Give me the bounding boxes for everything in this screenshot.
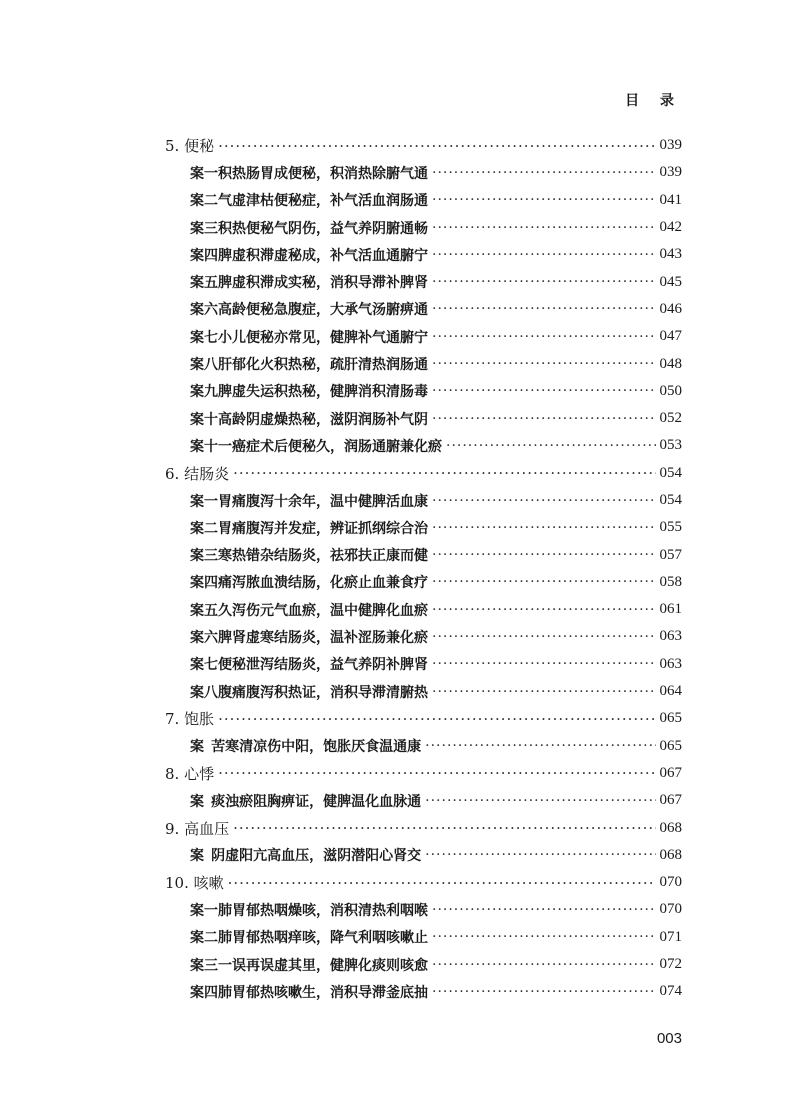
toc-case-entry[interactable]: [165, 514, 682, 541]
entry-page-number: 068: [659, 819, 682, 836]
entry-title: 苦寒清凉伤中阳，饱胀厌食温通康: [211, 739, 422, 756]
entry-page-number: 071: [659, 928, 682, 945]
dot-leader: [432, 602, 656, 618]
dot-leader: [432, 493, 656, 509]
entry-page-number: 074: [659, 983, 682, 1000]
toc-case-entry[interactable]: [165, 241, 682, 268]
dot-leader: [432, 957, 656, 973]
case-label: 案五: [190, 275, 218, 292]
toc-case-entry[interactable]: [165, 187, 682, 214]
toc-case-entry[interactable]: [165, 432, 682, 459]
dot-leader: [233, 819, 655, 837]
dot-leader: [432, 274, 656, 290]
entry-page-number: 067: [659, 764, 682, 781]
case-label: 案一: [190, 493, 218, 510]
toc-case-entry[interactable]: [165, 733, 682, 760]
entry-title: 脾肾虚寒结肠炎，温补涩肠兼化瘀: [218, 629, 428, 646]
entry-title: 肝郁化火积热秘，疏肝清热润肠通: [218, 357, 428, 374]
case-label: 案一: [190, 902, 218, 919]
dot-leader: [432, 629, 656, 645]
toc-case-entry[interactable]: [165, 924, 682, 951]
toc-case-entry[interactable]: [165, 159, 682, 186]
entry-page-number: 054: [659, 464, 682, 481]
case-label: 案七: [190, 657, 218, 674]
case-label: 案八: [190, 357, 218, 374]
case-label: 案五: [190, 602, 218, 619]
case-label: 案: [190, 793, 204, 810]
case-label: 案四: [190, 984, 218, 1001]
case-label: 案六: [190, 629, 218, 646]
case-label: 案三: [190, 220, 218, 237]
dot-leader: [425, 738, 655, 754]
running-header: 目 录: [625, 93, 682, 109]
dot-leader: [432, 247, 656, 263]
dot-leader: [432, 902, 656, 918]
entry-page-number: 061: [659, 601, 682, 618]
dot-leader: [432, 520, 656, 536]
dot-leader: [432, 192, 656, 208]
case-label: 案三: [190, 548, 218, 565]
entry-title: 9. 高血压: [165, 819, 230, 838]
entry-title: 肺胃郁热咳嗽生，消积导滞釜底抽: [218, 984, 428, 1001]
entry-page-number: 070: [659, 901, 682, 918]
entry-page-number: 070: [659, 874, 682, 891]
dot-leader: [432, 220, 656, 236]
case-label: 案一: [190, 165, 218, 182]
toc-section-entry[interactable]: [165, 760, 682, 787]
dot-leader: [218, 137, 655, 155]
toc-case-entry[interactable]: [165, 296, 682, 323]
dot-leader: [218, 764, 655, 782]
entry-page-number: 064: [659, 683, 682, 700]
dot-leader: [432, 356, 656, 372]
entry-title: 腹痛腹泻积热证，消积导滞清腑热: [218, 684, 428, 701]
entry-title: 高龄便秘急腹症，大承气汤腑痹通: [218, 302, 428, 319]
entry-title: 胃痛腹泻十余年，温中健脾活血康: [218, 493, 428, 510]
toc-case-entry[interactable]: [165, 596, 682, 623]
toc-case-entry[interactable]: [165, 405, 682, 432]
entry-page-number: 045: [659, 273, 682, 290]
entry-page-number: 041: [659, 191, 682, 208]
entry-title: 阴虚阳亢高血压，滋阴潜阳心肾交: [211, 848, 422, 865]
entry-title: 小儿便秘亦常见，健脾补气通腑宁: [218, 329, 428, 346]
entry-title: 积热便秘气阴伤，益气养阴腑通畅: [218, 220, 428, 237]
dot-leader: [425, 793, 655, 809]
entry-title: 5. 便秘: [165, 137, 215, 156]
entry-title: 久泻伤元气血瘀，温中健脾化血瘀: [218, 602, 428, 619]
case-label: 案三: [190, 957, 218, 974]
page-number: 003: [656, 1030, 682, 1047]
toc-section-entry[interactable]: [165, 132, 682, 159]
entry-page-number: 050: [659, 382, 682, 399]
toc-case-entry[interactable]: [165, 842, 682, 869]
entry-page-number: 063: [659, 628, 682, 645]
toc-section-entry[interactable]: [165, 705, 682, 732]
case-label: 案二: [190, 193, 218, 210]
entry-title: 8. 心悸: [165, 764, 215, 783]
entry-page-number: 039: [659, 164, 682, 181]
toc-section-entry[interactable]: [165, 869, 682, 896]
entry-title: 积热肠胃成便秘，积消热除腑气通: [218, 165, 428, 182]
entry-title: 痰浊瘀阻胸痹证，健脾温化血脉通: [211, 793, 422, 810]
toc-case-entry[interactable]: [165, 651, 682, 678]
toc-case-entry[interactable]: [165, 896, 682, 923]
case-label: 案六: [190, 302, 218, 319]
entry-title: 一误再误虚其里，健脾化痰则咳愈: [218, 957, 428, 974]
entry-page-number: 065: [659, 710, 682, 727]
dot-leader: [432, 574, 656, 590]
toc-case-entry[interactable]: [165, 951, 682, 978]
dot-leader: [432, 301, 656, 317]
case-label: 案十一: [190, 438, 232, 455]
entry-page-number: 043: [659, 246, 682, 263]
dot-leader: [432, 929, 656, 945]
entry-page-number: 053: [659, 437, 682, 454]
entry-page-number: 065: [659, 737, 682, 754]
entry-title: 胃痛腹泻并发症，辨证抓纲综合治: [218, 520, 428, 537]
case-label: 案: [190, 848, 204, 865]
toc-case-entry[interactable]: [165, 678, 682, 705]
entry-title: 痛泻脓血溃结肠，化瘀止血兼食疗: [218, 575, 428, 592]
entry-page-number: 054: [659, 492, 682, 508]
dot-leader: [218, 710, 655, 728]
case-label: 案九: [190, 384, 218, 401]
entry-title: 寒热错杂结肠炎，祛邪扶正康而健: [218, 548, 428, 565]
entry-title: 癌症术后便秘久，润肠通腑兼化瘀: [232, 438, 442, 455]
toc-case-entry[interactable]: [165, 569, 682, 596]
dot-leader: [425, 847, 655, 863]
case-label: 案二: [190, 520, 218, 537]
entry-page-number: 055: [659, 519, 682, 536]
entry-page-number: 072: [659, 956, 682, 973]
entry-title: 10. 咳嗽: [165, 874, 224, 893]
dot-leader: [432, 383, 656, 399]
entry-title: 肺胃郁热咽痒咳，降气利咽咳嗽止: [218, 930, 428, 947]
entry-page-number: 058: [659, 573, 682, 590]
table-of-contents: [165, 132, 682, 1006]
toc-section-entry[interactable]: [165, 460, 682, 487]
toc-case-entry[interactable]: [165, 541, 682, 568]
dot-leader: [233, 464, 655, 482]
toc-case-entry[interactable]: [165, 978, 682, 1005]
toc-case-entry[interactable]: [165, 787, 682, 814]
entry-title: 脾虚积滞虚秘成，补气活血通腑宁: [218, 247, 428, 264]
entry-title: 便秘泄泻结肠炎，益气养阴补脾肾: [218, 657, 428, 674]
toc-section-entry[interactable]: [165, 814, 682, 841]
entry-page-number: 063: [659, 655, 682, 672]
entry-title: 高龄阴虚燥热秘，滋阴润肠补气阴: [218, 411, 428, 428]
entry-page-number: 057: [659, 546, 682, 563]
entry-title: 脾虚积滞成实秘，消积导滞补脾肾: [218, 275, 428, 292]
toc-case-entry[interactable]: [165, 623, 682, 650]
case-label: 案四: [190, 247, 218, 264]
toc-case-entry[interactable]: [165, 350, 682, 377]
entry-page-number: 048: [659, 355, 682, 372]
dot-leader: [432, 684, 656, 700]
entry-page-number: 068: [659, 846, 682, 863]
entry-page-number: 046: [659, 300, 682, 317]
toc-case-entry[interactable]: [165, 268, 682, 295]
entry-page-number: 047: [659, 328, 682, 345]
toc-case-entry[interactable]: [165, 323, 682, 350]
dot-leader: [432, 656, 656, 672]
entry-title: 脾虚失运积热秘，健脾消积清肠毒: [218, 384, 428, 401]
case-label: 案四: [190, 575, 218, 592]
entry-title: 6. 结肠炎: [165, 464, 230, 483]
case-label: 案二: [190, 930, 218, 947]
dot-leader: [432, 411, 656, 427]
entry-title: 气虚津枯便秘症，补气活血润肠通: [218, 193, 428, 210]
case-label: 案八: [190, 684, 218, 701]
dot-leader: [432, 165, 656, 181]
entry-title: 肺胃郁热咽燥咳，消积清热利咽喉: [218, 902, 428, 919]
entry-page-number: 042: [659, 219, 682, 236]
entry-page-number: 067: [659, 792, 682, 809]
dot-leader: [228, 874, 656, 892]
toc-case-entry[interactable]: [165, 378, 682, 405]
case-label: 案十: [190, 411, 218, 428]
case-label: 案七: [190, 329, 218, 346]
dot-leader: [432, 547, 656, 563]
entry-page-number: 052: [659, 410, 682, 427]
toc-case-entry[interactable]: [165, 487, 682, 514]
dot-leader: [432, 329, 656, 345]
entry-page-number: 039: [659, 137, 682, 154]
dot-leader: [432, 984, 656, 1000]
entry-title: 7. 饱胀: [165, 710, 215, 729]
case-label: 案: [190, 739, 204, 756]
toc-case-entry[interactable]: [165, 214, 682, 241]
dot-leader: [446, 438, 656, 454]
